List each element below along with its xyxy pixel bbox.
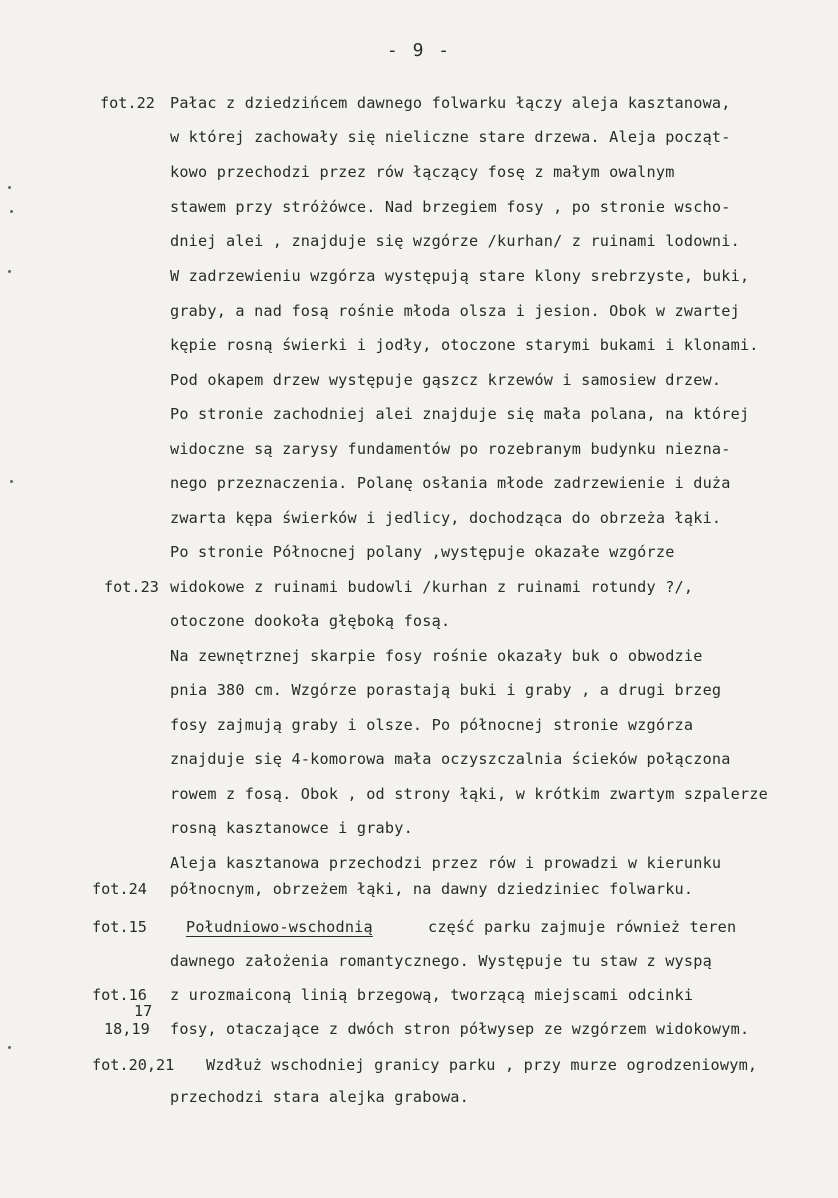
text-line: Po stronie zachodniej alei znajduje się mała polana, na której — [170, 405, 750, 423]
scan-speck — [10, 210, 13, 213]
text-line: Na zewnętrznej skarpie fosy rośnie okazały buk o obwodzie — [170, 647, 703, 665]
text-line: nego przeznaczenia. Polanę osłania młode zadrzewienie i duża — [170, 474, 731, 492]
margin-note-fot24: fot.24 — [92, 880, 147, 898]
scan-speck — [10, 480, 13, 483]
margin-note-fot20-21: fot.20,21 — [92, 1056, 175, 1074]
margin-note-fot15: fot.15 — [92, 918, 147, 936]
text-line: znajduje się 4-komorowa mała oczyszczalnia ścieków połączona — [170, 750, 731, 768]
text-line: otoczone dookoła głęboką fosą. — [170, 612, 451, 630]
page-number: - 9 - — [386, 40, 452, 61]
text-line: kępie rosną świerki i jodły, otoczone starymi bukami i klonami. — [170, 336, 759, 354]
text-line: W zadrzewieniu wzgórza występują stare klony srebrzyste, buki, — [170, 267, 750, 285]
scan-speck — [8, 1046, 11, 1049]
text-line: graby, a nad fosą rośnie młoda olsza i jesion. Obok w zwartej — [170, 302, 740, 320]
text-line: rowem z fosą. Obok , od strony łąki, w krótkim zwartym szpalerze — [170, 785, 768, 803]
margin-note-fot23: fot.23 — [104, 578, 159, 596]
margin-note-18-19: 18,19 — [104, 1020, 150, 1038]
text-line: część parku zajmuje również teren — [428, 918, 737, 936]
scan-speck — [8, 270, 11, 273]
text-line: z urozmaiconą linią brzegową, tworzącą miejscami odcinki — [170, 986, 694, 1004]
text-line: przechodzi stara alejka grabowa. — [170, 1088, 469, 1106]
text-line: fosy zajmują graby i olsze. Po północnej stronie wzgórza — [170, 716, 694, 734]
text-line: zwarta kępa świerków i jedlicy, dochodząca do obrzeża łąki. — [170, 509, 722, 527]
text-line: fosy, otaczające z dwóch stron półwysep ze wzgórzem widokowym. — [170, 1020, 750, 1038]
text-line: dniej alei , znajduje się wzgórze /kurhan/ z ruinami lodowni. — [170, 232, 740, 250]
text-line: Po stronie Północnej polany ,występuje okazałe wzgórze — [170, 543, 675, 561]
text-line: Pałac z dziedzińcem dawnego folwarku łączy aleja kasztanowa, — [170, 94, 731, 112]
text-line-heading: Południowo-wschodnią — [186, 918, 373, 936]
text-line: Aleja kasztanowa przechodzi przez rów i prowadzi w kierunku — [170, 854, 722, 872]
scan-speck — [8, 186, 11, 189]
text-line: w której zachowały się nieliczne stare drzewa. Aleja począt- — [170, 128, 731, 146]
text-line: dawnego założenia romantycznego. Występuje tu staw z wyspą — [170, 952, 712, 970]
text-line: widoczne są zarysy fundamentów po rozebranym budynku niezna- — [170, 440, 731, 458]
text-line: kowo przechodzi przez rów łączący fosę z małym owalnym — [170, 163, 675, 181]
text-line: rosną kasztanowce i graby. — [170, 819, 413, 837]
text-line: Wzdłuż wschodniej granicy parku , przy murze ogrodzeniowym, — [206, 1056, 758, 1074]
margin-note-17: 17 — [134, 1002, 153, 1020]
text-line: Pod okapem drzew występuje gąszcz krzewów i samosiew drzew. — [170, 371, 722, 389]
text-line: pnia 380 cm. Wzgórze porastają buki i graby , a drugi brzeg — [170, 681, 722, 699]
margin-note-fot22: fot.22 — [100, 94, 155, 112]
text-line: widokowe z ruinami budowli /kurhan z ruinami rotundy ?/, — [170, 578, 694, 596]
margin-note-fot16: fot.16 — [92, 986, 147, 1004]
text-line: stawem przy stróżówce. Nad brzegiem fosy , po stronie wscho- — [170, 198, 731, 216]
text-line: północnym, obrzeżem łąki, na dawny dziedziniec folwarku. — [170, 880, 694, 898]
